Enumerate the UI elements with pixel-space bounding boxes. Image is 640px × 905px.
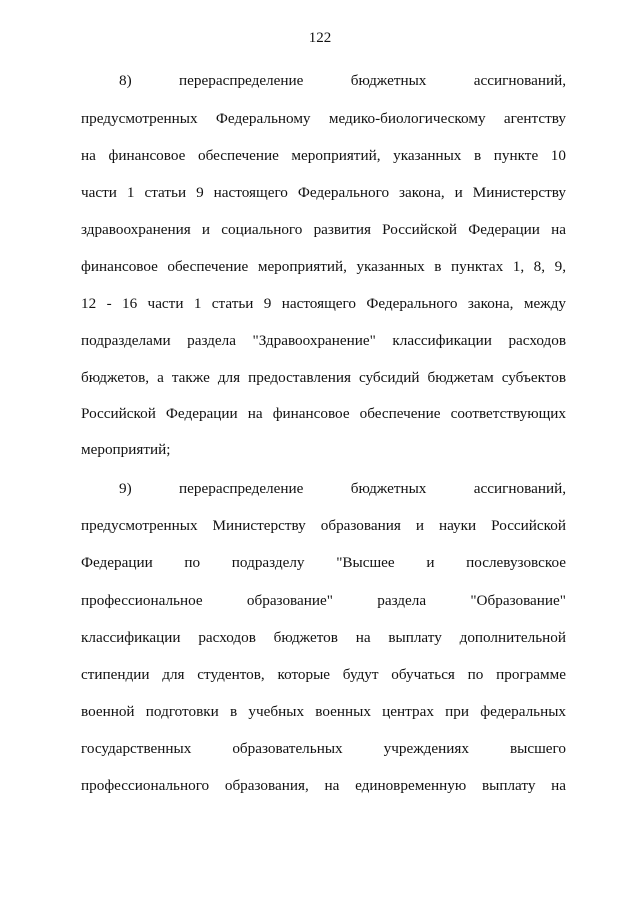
text-line: предусмотренных Министерству образования и науки Российской (81, 517, 566, 534)
text-line: части 1 статьи 9 настоящего Федерального закона, и Министерству (81, 184, 566, 201)
text-line: предусмотренных Федеральному медико-биологическому агентству (81, 110, 566, 127)
text-line: государственных образовательных учреждениях высшего (81, 740, 566, 757)
text-line: 8) перераспределение бюджетных ассигнований, (119, 72, 566, 89)
text-line: на финансовое обеспечение мероприятий, указанных в пункте 10 (81, 147, 566, 164)
text-line: 9) перераспределение бюджетных ассигнований, (119, 480, 566, 497)
page-number: 122 (308, 30, 332, 46)
text-line: Федерации по подразделу "Высшее и послевузовское (81, 554, 566, 571)
text-line: профессионального образования, на единовременную выплату на (81, 777, 566, 794)
text-line: финансовое обеспечение мероприятий, указанных в пунктах 1, 8, 9, (81, 258, 566, 275)
text-line: 12 - 16 части 1 статьи 9 настоящего Федерального закона, между (81, 295, 566, 312)
text-line: стипендии для студентов, которые будут обучаться по программе (81, 666, 566, 683)
text-line: бюджетов, а также для предоставления субсидий бюджетам субъектов (81, 369, 566, 386)
text-line: здравоохранения и социального развития Российской Федерации на (81, 221, 566, 238)
text-line: военной подготовки в учебных военных центрах при федеральных (81, 703, 566, 720)
text-line: классификации расходов бюджетов на выплату дополнительной (81, 629, 566, 646)
text-line: мероприятий; (81, 441, 171, 458)
text-line: подразделами раздела "Здравоохранение" классификации расходов (81, 332, 566, 349)
text-line: профессиональное образование" раздела "Образование" (81, 592, 566, 609)
text-line: Российской Федерации на финансовое обеспечение соответствующих (81, 405, 566, 422)
